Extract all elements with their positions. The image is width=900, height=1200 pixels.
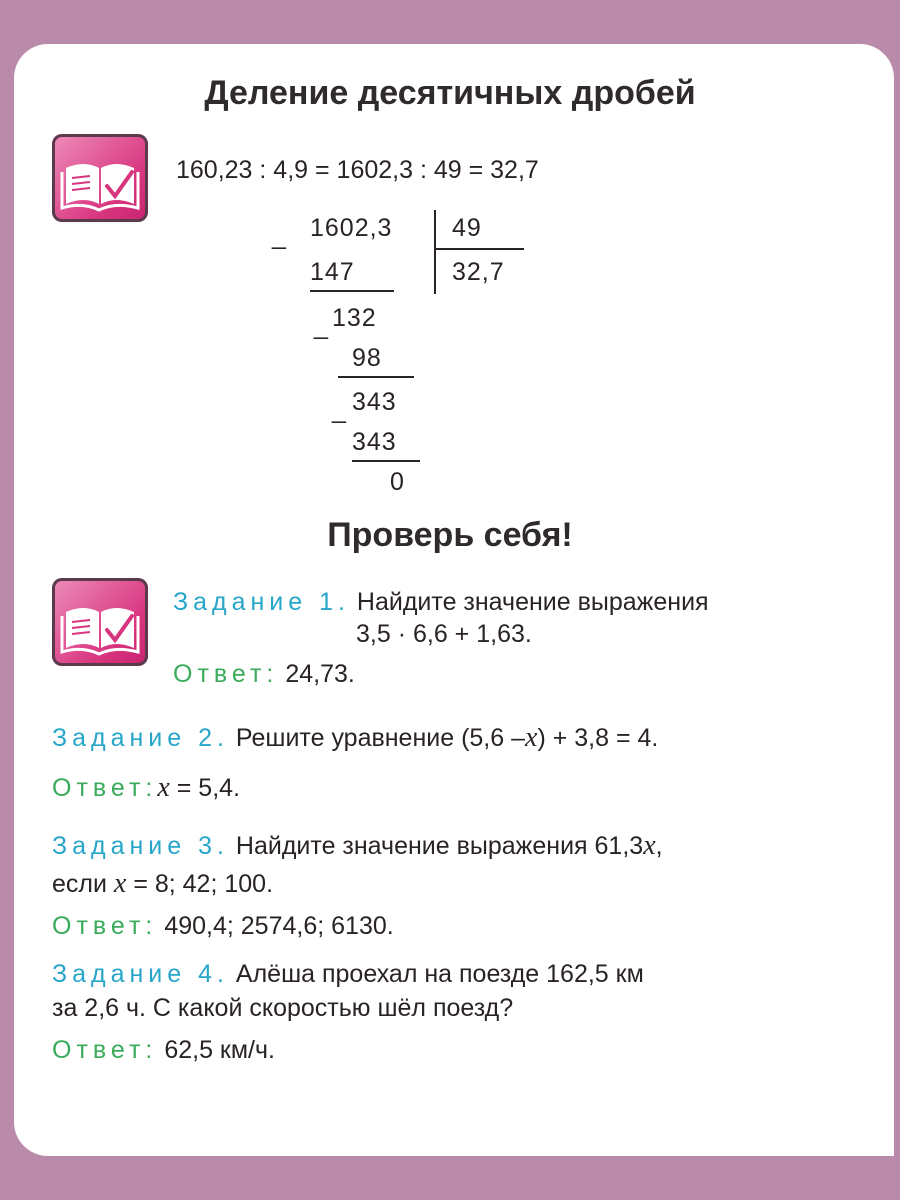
rule-2 bbox=[338, 376, 414, 378]
quotient: 32,7 bbox=[452, 258, 505, 286]
task-1 bbox=[173, 588, 709, 617]
task-3-line-2 bbox=[52, 868, 273, 900]
subtrahend-3: 343 bbox=[352, 428, 397, 456]
dividend: 1602,3 bbox=[310, 214, 393, 242]
rule-3 bbox=[352, 460, 420, 462]
task-2-answer bbox=[52, 772, 240, 804]
minus-sign-1: _ bbox=[272, 222, 287, 250]
task-3-label: Задание 3. bbox=[52, 832, 229, 860]
task-2 bbox=[52, 722, 658, 754]
task-4-answer bbox=[52, 1036, 275, 1065]
partial-remainder-1: 132 bbox=[332, 304, 377, 332]
final-remainder: 0 bbox=[390, 468, 405, 496]
page-title: Деление десятичных дробей bbox=[204, 74, 696, 112]
task-2-answer-label: Ответ: bbox=[52, 774, 158, 802]
task-4-answer-value: 62,5 км/ч. bbox=[164, 1036, 275, 1064]
task-3-answer-label: Ответ: bbox=[52, 912, 158, 940]
task-2-var: x bbox=[525, 722, 538, 753]
task-3-answer bbox=[52, 912, 394, 941]
task-3-line2-var: x bbox=[113, 868, 127, 899]
task-1-answer-label: Ответ: bbox=[173, 660, 279, 688]
task-2-label: Задание 2. bbox=[52, 724, 229, 752]
minus-sign-2: _ bbox=[314, 312, 329, 340]
task-2-text-b: ) + 3,8 = 4. bbox=[537, 724, 659, 752]
task-1-answer-value: 24,73. bbox=[285, 660, 355, 688]
task-3-text-a: Найдите значение выражения 61,3 bbox=[235, 832, 644, 860]
task-2-answer-var: x bbox=[157, 772, 170, 803]
division-bar bbox=[434, 210, 436, 294]
partial-remainder-2: 343 bbox=[352, 388, 397, 416]
rule-1 bbox=[310, 290, 394, 292]
task-3-var: x bbox=[643, 830, 656, 861]
divisor: 49 bbox=[452, 214, 482, 242]
task-3-line2-b: = 8; 42; 100. bbox=[133, 870, 274, 898]
task-4-answer-label: Ответ: bbox=[52, 1036, 158, 1064]
task-2-text-a: Решите уравнение (5,6 – bbox=[235, 724, 526, 752]
task-1-expression: 3,5 · 6,6 + 1,63. bbox=[356, 620, 532, 648]
subtrahend-1: 147 bbox=[310, 258, 355, 286]
book-check-icon bbox=[52, 578, 148, 666]
task-3-line2-a: если bbox=[52, 870, 107, 898]
task-4-text: Алёша проехал на поезде 162,5 км bbox=[235, 960, 644, 988]
book-check-icon bbox=[52, 134, 148, 222]
task-3 bbox=[52, 830, 663, 862]
task-1-answer bbox=[173, 660, 355, 689]
task-1-text: Найдите значение выражения bbox=[356, 588, 709, 616]
example-equation: 160,23 : 4,9 = 1602,3 : 49 = 32,7 bbox=[176, 156, 539, 184]
divisor-underline bbox=[434, 248, 524, 250]
task-4 bbox=[52, 960, 644, 989]
task-3-answer-value: 490,4; 2574,6; 6130. bbox=[164, 912, 394, 940]
task-4-line-2: за 2,6 ч. С какой скоростью шёл поезд? bbox=[52, 994, 514, 1022]
check-yourself-heading: Проверь себя! bbox=[327, 516, 573, 554]
task-2-answer-value: = 5,4. bbox=[176, 774, 241, 802]
task-1-label: Задание 1. bbox=[173, 588, 350, 616]
task-4-label: Задание 4. bbox=[52, 960, 229, 988]
subtrahend-2: 98 bbox=[352, 344, 382, 372]
minus-sign-3: _ bbox=[332, 396, 347, 424]
task-3-text-b: , bbox=[655, 832, 663, 860]
